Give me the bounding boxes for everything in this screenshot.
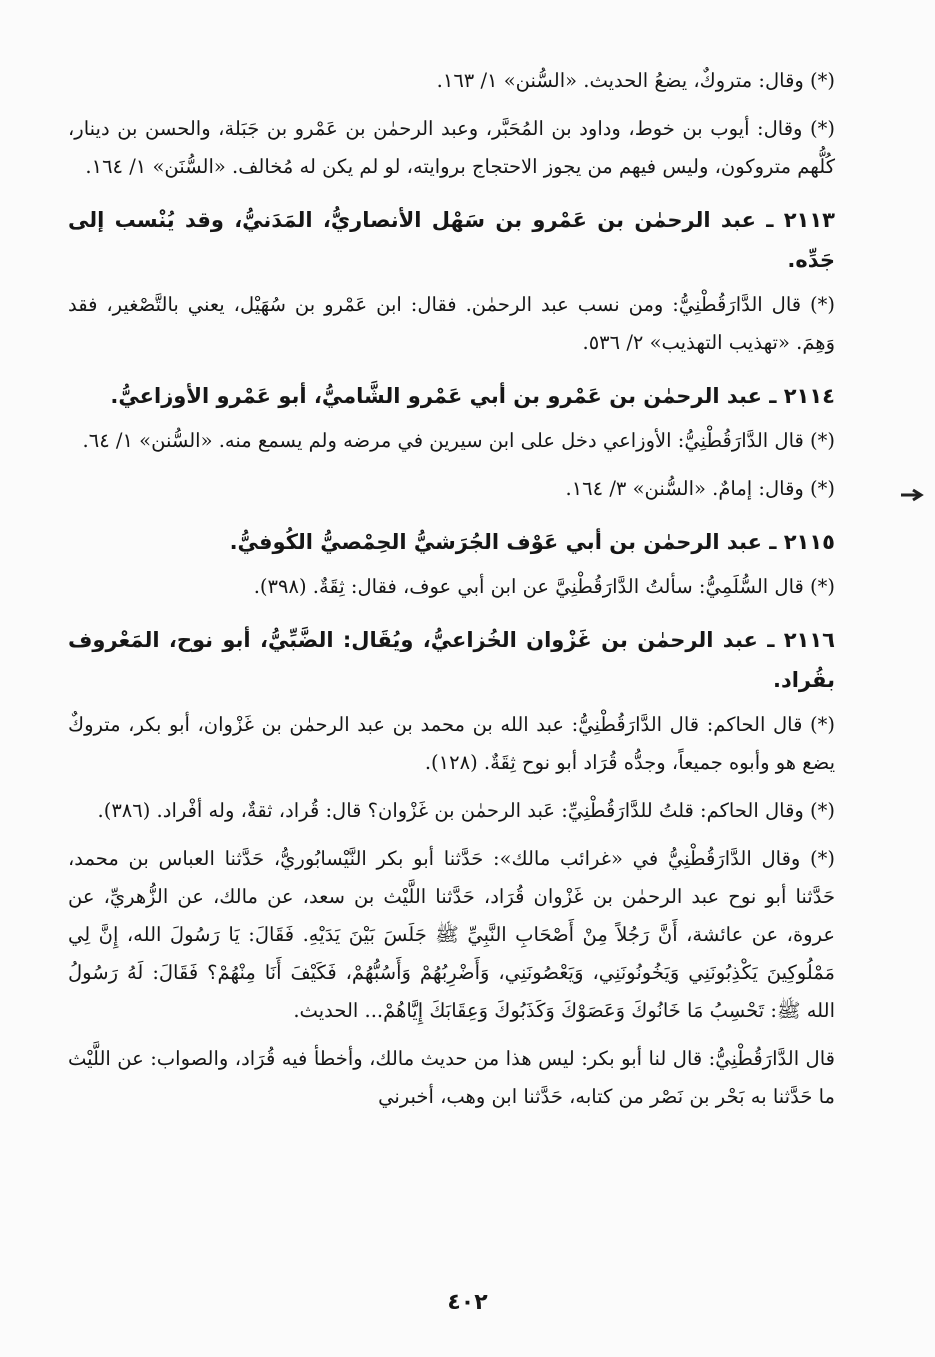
entry-note-2116-d: قال الدَّارَقُطْنِيُّ: قال لنا أبو بكر: ليس هذا من حديث مالك، وأخطأ فيه قُرَاد، والصواب: عن اللَّيْث ما حَدَّثنا به بَحْر بن نَصْر من كتابه، حَدَّثنا ابن وهب، أخبرني [68, 1047, 835, 1108]
entry-heading-2116: ٢١١٦ ـ عبد الرحمٰن بن غَزْوان الخُزاعيُّ، ويُقَال: الضَّبِّيُّ، أبو نوح، المَعْروف بقُراد. [68, 628, 835, 692]
page-number: ٤٠٢ [447, 1290, 488, 1315]
entry-note-2113: (*) قال الدَّارَقُطْنِيُّ: ومن نسب عبد الرحمٰن. فقال: ابن عَمْرو بن سُهَيْل، يعني بالتَّصْغير، فقد وَهِمَ. «تهذيب التهذيب» ٢/ ٥٣٦. [68, 293, 835, 354]
entry-note-2115: (*) قال السُّلَمِيُّ: سألتُ الدَّارَقُطْنِيَّ عن ابن أبي عوف، فقال: ثِقَةٌ. (٣٩٨). [253, 575, 835, 598]
margin-arrow-icon [899, 488, 927, 502]
entry-note-2: (*) وقال: أيوب بن خوط، وداود بن المُحَبَّر، وعبد الرحمٰن بن عَمْرو بن جَبَلة، والحسن بن دينار، كُلُّهم متروكون، وليس فيهم من يجوز الاحتجاج بروايته، لو لم يكن له مُخالف. «السُّنَن» ١/ ١٦٤. [68, 117, 835, 178]
entry-note-2114-a: (*) قال الدَّارَقُطْنِيُّ: الأوزاعي دخل على ابن سيرين في مرضه ولم يسمع منه. «السُّنن» ١/ ٦٤. [82, 429, 835, 452]
entry-note-1: (*) وقال: متروكٌ، يضعُ الحديث. «السُّنن» ١/ ١٦٣. [436, 69, 835, 92]
page-body [68, 62, 835, 1126]
entry-heading-2115: ٢١١٥ ـ عبد الرحمٰن بن أبي عَوْف الجُرَشيُّ الحِمْصيُّ الكُوفيُّ. [229, 530, 835, 554]
entry-heading-2114: ٢١١٤ ـ عبد الرحمٰن بن عَمْرو بن أبي عَمْرو الشَّاميُّ، أبو عَمْرو الأوزاعيُّ. [110, 384, 835, 408]
entry-note-2116-a: (*) قال الحاكم: قال الدَّارَقُطْنِيُّ: عبد الله بن محمد بن عبد الرحمٰن بن غَزْوان، أبو بكر، متروكٌ يضع هو وأبوه جميعاً، وجدُّه قُرَاد أبو نوح ثِقَةٌ. (١٢٨). [68, 713, 835, 774]
entry-note-2116-b: (*) وقال الحاكم: قلتُ للدَّارَقُطْنِيِّ: عَبد الرحمٰن بن غَزْوان؟ قال: قُراد، ثقةٌ، وله أفْراد. (٣٨٦). [97, 799, 835, 822]
entry-heading-2113: ٢١١٣ ـ عبد الرحمٰن بن عَمْرو بن سَهْل الأنصاريُّ، المَدَنيُّ، وقد يُنْسب إلى جَدِّه. [68, 208, 835, 272]
entry-note-2114-b: (*) وقال: إمامٌ. «السُّنن» ٣/ ١٦٤. [565, 477, 835, 500]
entry-note-2116-c: (*) وقال الدَّارَقُطْنِيُّ في «غرائب مالك»: حَدَّثنا أبو بكر النَّيْسابُوريُّ، حَدَّثنا العباس بن محمد، حَدَّثنا أبو نوح عبد الرحمٰن بن غَزْوان قُرَاد، حَدَّثنا اللَّيْث بن سعد، عن مالك، عن الزُّهريِّ، عن عروة، عن عائشة، أَنَّ رَجُلاً مِنْ أَصْحَابِ النَّبِيِّ ﷺ جَلَسَ بَيْنَ يَدَيْهِ. فَقَالَ: يَا رَسُولَ الله، إِنَّ لِي مَمْلُوكِينَ يَكْذِبُونَنِي وَيَخُونُونَنِي، وَيَعْصُونَنِي، وَأَضْرِبُهُمْ وَأَسُبُّهُمْ، فَكَيْفَ أَنَا مِنْهُمْ؟ فَقَالَ: لَهُ رَسُولُ الله ﷺ: تَحْسِبُ مَا خَانُوكَ وَعَصَوْكَ وَكَذَبُوكَ وَعِقَابَكَ إِيَّاهُمْ... الحديث. [68, 847, 835, 1022]
